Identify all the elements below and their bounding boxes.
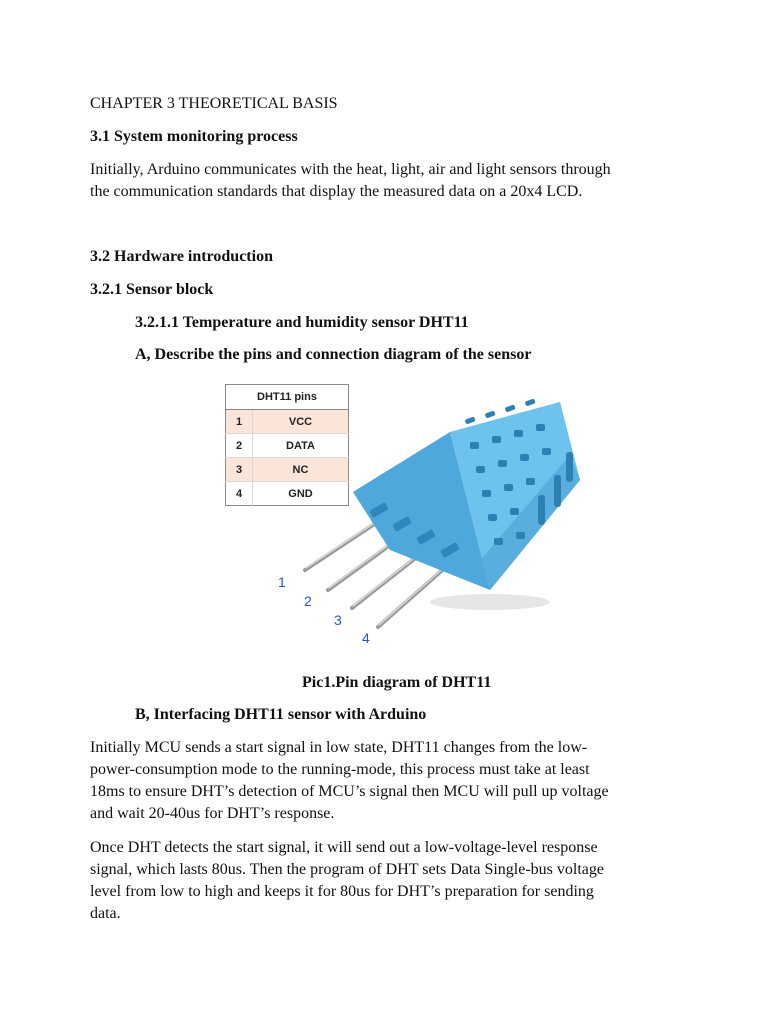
subsection-b-paragraph-1 <box>90 737 690 825</box>
paragraph-line: the communication standards that display the measured data on a 20x4 LCD. <box>90 183 583 200</box>
table-row <box>226 410 349 434</box>
paragraph-line: power-consumption mode to the running-mode, this process must take at least <box>90 761 590 778</box>
section-3-2-heading: 3.2 Hardware introduction <box>90 248 273 265</box>
pin-name: GND <box>253 482 349 506</box>
dht11-pin-table <box>225 384 349 506</box>
paragraph-line: Once DHT detects the start signal, it will send out a low-voltage-level response <box>90 839 598 856</box>
pin-table-header: DHT11 pins <box>226 385 349 410</box>
table-row <box>226 434 349 458</box>
pin-name: NC <box>253 458 349 482</box>
paragraph-line: 18ms to ensure DHT’s detection of MCU’s signal then MCU will pull up voltage <box>90 783 609 800</box>
pin-number: 1 <box>226 410 253 434</box>
pin-number: 2 <box>226 434 253 458</box>
paragraph-line: Initially, Arduino communicates with the heat, light, air and light sensors through <box>90 161 611 178</box>
pin-label-2: 2 <box>304 593 312 609</box>
table-row <box>226 482 349 506</box>
table-row <box>226 458 349 482</box>
figure-caption: Pic1.Pin diagram of DHT11 <box>302 674 492 691</box>
section-3-1-paragraph <box>90 159 690 203</box>
pin-label-1: 1 <box>278 574 286 590</box>
subsection-b-paragraph-2 <box>90 837 690 925</box>
paragraph-line: Initially MCU sends a start signal in low state, DHT11 changes from the low- <box>90 739 588 756</box>
pin-number: 3 <box>226 458 253 482</box>
subsection-b-heading: B, Interfacing DHT11 sensor with Arduino <box>135 706 427 723</box>
section-3-2-1-1-heading: 3.2.1.1 Temperature and humidity sensor DHT11 <box>135 314 469 331</box>
subsection-a-heading: A, Describe the pins and connection diagram of the sensor <box>135 346 532 363</box>
section-3-2-1-heading: 3.2.1 Sensor block <box>90 281 214 298</box>
paragraph-line: data. <box>90 905 121 922</box>
section-3-1-heading: 3.1 System monitoring process <box>90 128 298 145</box>
pin-label-4: 4 <box>362 630 370 646</box>
dht11-pin-diagram <box>220 380 600 650</box>
pin-number: 4 <box>226 482 253 506</box>
paragraph-line: level from low to high and keeps it for 80us for DHT’s preparation for sending <box>90 883 594 900</box>
pin-name: DATA <box>253 434 349 458</box>
paragraph-line: signal, which lasts 80us. Then the program of DHT sets Data Single-bus voltage <box>90 861 604 878</box>
pin-name: VCC <box>253 410 349 434</box>
chapter-title: CHAPTER 3 THEORETICAL BASIS <box>90 95 338 112</box>
pin-label-3: 3 <box>334 612 342 628</box>
paragraph-line: and wait 20-40us for DHT’s response. <box>90 805 335 822</box>
